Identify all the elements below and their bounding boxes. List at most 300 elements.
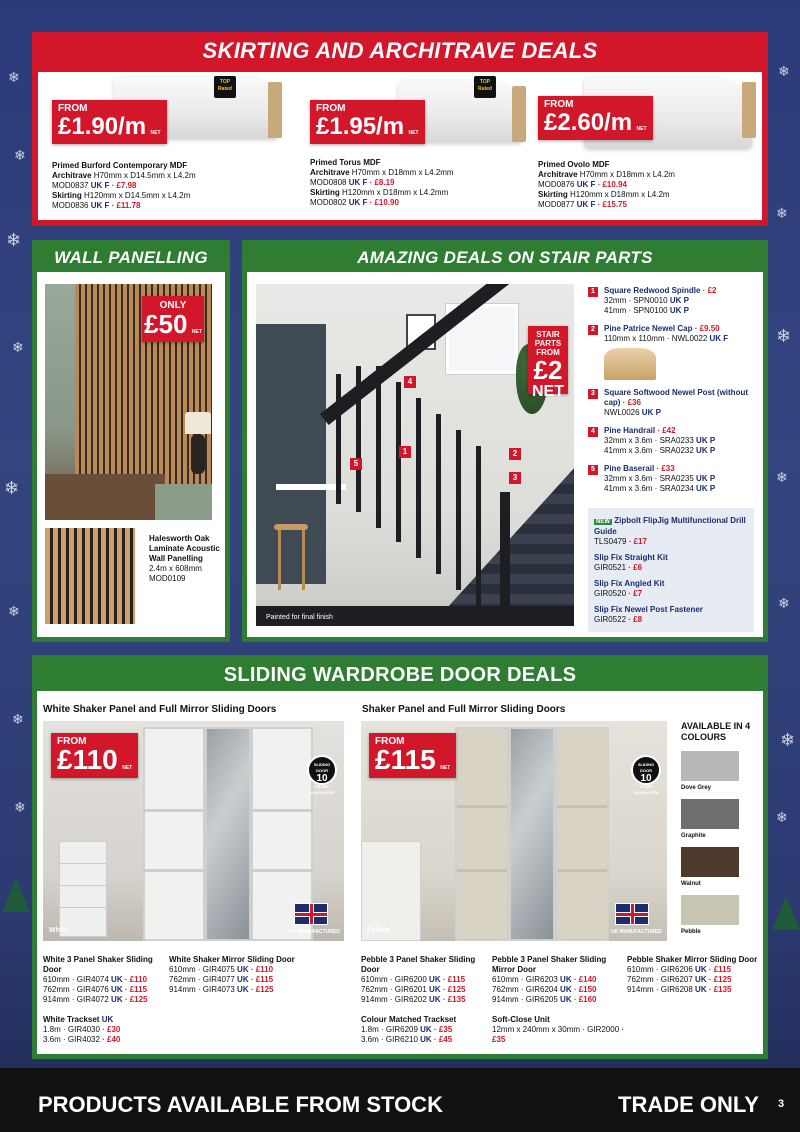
product-line: 610mm · GIR6200 <box>361 975 427 984</box>
product-line: 762mm · GIR6201 <box>361 985 427 994</box>
uk-flag-text: UK P <box>667 306 689 315</box>
product-line: 762mm · GIR4076 <box>43 985 109 994</box>
product-line: 762mm · GIR6204 <box>492 985 558 994</box>
snowflake-icon: ❄ <box>8 70 20 86</box>
guarantee-badge <box>631 755 661 795</box>
product-name: Colour Matched Trackset <box>361 1015 457 1024</box>
uk-flag-icon <box>615 903 649 925</box>
spindle-image <box>376 366 381 528</box>
product-line: 762mm · GIR6207 <box>627 975 693 984</box>
fireplace-image <box>361 841 421 941</box>
product-line: 914mm · GIR6208 <box>627 985 693 994</box>
product-column <box>627 955 759 995</box>
snowflake-icon: ❄ <box>778 64 790 80</box>
uk-flag-text: UK P <box>667 296 689 305</box>
price-tag <box>51 733 138 778</box>
product-line: 914mm · GIR6202 <box>361 995 427 1004</box>
stool-leg <box>278 530 281 590</box>
uk-flag-text: UK <box>234 975 249 984</box>
guarantee-years: 10 <box>316 773 328 784</box>
footer-bar <box>0 1068 800 1132</box>
callout-badge: 2 <box>509 448 521 460</box>
painted-note: Painted for final finish <box>266 614 333 621</box>
product-line: 1.8m · GIR6209 <box>361 1025 418 1034</box>
tool-code: GIR0522 <box>594 615 627 624</box>
drawer <box>60 886 106 908</box>
item-price: · £36 <box>620 398 641 407</box>
stair-carpet-image <box>396 444 574 626</box>
snowflake-icon: ❄ <box>14 148 26 164</box>
spindle-image <box>456 430 461 590</box>
tree-icon <box>2 878 30 912</box>
item-line: 110mm x 110mm · NWL0022 <box>604 334 708 343</box>
callout-badge: 1 <box>399 446 411 458</box>
snowflake-icon: ❄ <box>776 470 788 486</box>
product-price: · £115 <box>122 985 148 994</box>
product-code: MOD0109 <box>149 574 186 583</box>
colour-label: Pebble <box>367 927 390 934</box>
side-table-image <box>155 484 212 520</box>
bed-image <box>45 474 165 520</box>
tool-item <box>594 579 748 599</box>
guarantee-years: 10 <box>640 773 652 784</box>
item-number: 3 <box>588 389 598 399</box>
swatch-label: Dove Grey <box>681 785 712 791</box>
snowflake-icon: ❄ <box>776 810 788 826</box>
list-item <box>588 286 758 316</box>
swatch-label: Graphite <box>681 833 706 839</box>
mirror-door-image <box>205 727 251 941</box>
door-image <box>143 727 205 941</box>
skirt-size: H120mm x D18mm x L4.2m <box>567 190 670 199</box>
wall-panelling-title: WALL PANELLING <box>54 248 208 267</box>
stair-parts-title: AMAZING DEALS ON STAIR PARTS <box>357 248 653 267</box>
mirror-door-image <box>509 727 555 941</box>
item-name: Square Redwood Spindle <box>604 286 701 295</box>
uk-flag-text: UK F <box>346 198 368 207</box>
tool-code: GIR0520 <box>594 589 627 598</box>
tool-price: · £6 <box>626 563 643 572</box>
product-price: · £35 <box>492 1025 625 1044</box>
tool-item <box>594 516 748 547</box>
snowflake-icon: ❄ <box>780 730 796 751</box>
product-line: 3.6m · GIR6210 <box>361 1035 418 1044</box>
swatch-label: Walnut <box>681 881 701 887</box>
product-line: 610mm · GIR6206 <box>627 965 693 974</box>
price-tag <box>142 296 204 342</box>
product-line: 762mm · GIR4077 <box>169 975 235 984</box>
door-image <box>555 727 609 941</box>
arch-price: · £8.19 <box>367 178 395 187</box>
drawer <box>60 842 106 864</box>
uk-flag-text: UK F <box>88 201 110 210</box>
door-rail <box>145 809 203 812</box>
product-price: · £150 <box>571 985 597 994</box>
product-price: · £35 <box>431 1025 453 1034</box>
snowflake-icon: ❄ <box>776 326 792 347</box>
stair-parts-list <box>588 286 758 502</box>
skirting-item <box>534 72 758 220</box>
wall-panelling-content <box>37 272 225 637</box>
arch-size: H70mm x D14.5mm x L4.2m <box>91 171 196 180</box>
item-price: · £9.50 <box>692 324 720 333</box>
uk-flag-text: UK <box>417 1035 432 1044</box>
product-name: Primed Burford Contemporary MDF <box>52 161 188 170</box>
uk-flag-text: UK F <box>88 181 110 190</box>
product-line: 3.6m · GIR4032 <box>43 1035 100 1044</box>
uk-flag-text: UK P <box>693 446 716 455</box>
arch-code: MOD0876 <box>538 180 575 189</box>
uk-flag-text: UK <box>108 975 123 984</box>
uk-flag-text: UK <box>557 985 572 994</box>
wardrobe-content <box>37 691 763 1054</box>
tree-icon <box>772 896 800 930</box>
uk-flag-text: UK P <box>693 474 716 483</box>
product-name: White Trackset <box>43 1015 100 1024</box>
skirt-size: H120mm x D18mm x L4.2mm <box>339 188 449 197</box>
tool-name: Slip Fix Newel Post Fastener <box>594 605 703 614</box>
wall-panelling-section <box>32 240 230 642</box>
drawer <box>60 864 106 886</box>
item-line: 41mm · SPN0100 <box>604 306 668 315</box>
door-rail <box>145 869 203 872</box>
product-line: 610mm · GIR6203 <box>492 975 558 984</box>
skirt-price: · £11.78 <box>109 201 141 210</box>
door-rail <box>557 869 607 872</box>
price-net: NET <box>191 329 202 335</box>
staircase-photo <box>256 284 574 626</box>
panel-swatch-image <box>45 528 135 624</box>
colours-heading: AVAILABLE IN 4 COLOURS <box>681 721 751 742</box>
uk-flag-text: UK F <box>346 178 368 187</box>
product-price: · £30 <box>99 1025 121 1034</box>
uk-flag-text: UK F <box>574 180 596 189</box>
colour-label: White <box>49 927 69 934</box>
callout-badge: 3 <box>509 472 521 484</box>
uk-flag-text: UK <box>108 985 123 994</box>
uk-manufactured-label: UK MANUFACTURED <box>611 929 662 935</box>
item-name: Pine Patrice Newel Cap <box>604 324 693 333</box>
door-rail <box>253 869 311 872</box>
price-net: NET <box>150 130 161 136</box>
price-net: NET <box>636 126 647 132</box>
product-column <box>43 955 163 1045</box>
arch-code: MOD0837 <box>52 181 89 190</box>
spindle-image <box>356 366 361 512</box>
spindle-image <box>476 446 481 606</box>
product-price: · £125 <box>440 985 466 994</box>
product-line: 610mm · GIR4074 <box>43 975 109 984</box>
wardrobe-title: SLIDING WARDROBE DOOR DEALS <box>223 664 577 686</box>
uk-flag-text: UK <box>234 985 249 994</box>
tool-item <box>594 553 748 573</box>
newel-cap-image <box>604 348 656 380</box>
skirt-size: H120mm x D14.5mm x L4.2m <box>81 191 191 200</box>
top-rated-badge: TOP Rated <box>474 76 496 98</box>
price-from: FROM <box>316 103 346 114</box>
door-rail <box>457 869 507 872</box>
product-column <box>169 955 299 995</box>
skirt-label: Skirting <box>310 188 340 197</box>
arch-price: · £10.94 <box>595 180 627 189</box>
price-tag <box>528 326 568 400</box>
colour-swatch <box>681 847 739 877</box>
price-from: FROM <box>544 99 574 110</box>
price-from: STAIR PARTS FROM <box>534 330 562 357</box>
uk-flag-text: UK <box>692 985 707 994</box>
uk-manufactured-label: UK MANUFACTURED <box>289 929 340 935</box>
item-line: 32mm · SPN0010 <box>604 296 668 305</box>
product-line: 1.8m · GIR4030 <box>43 1025 100 1034</box>
product-name: Pebble 3 Panel Shaker Sliding Mirror Door <box>492 955 607 974</box>
product-price: · £125 <box>706 975 732 984</box>
product-column <box>361 955 489 1045</box>
arch-code: MOD0808 <box>310 178 347 187</box>
tool-name: Slip Fix Straight Kit <box>594 553 668 562</box>
skirting-details <box>538 160 675 210</box>
product-price: · £110 <box>248 965 274 974</box>
uk-flag-text: UK <box>234 965 249 974</box>
guarantee-bottom: YEARS GUARANTEE <box>309 784 335 795</box>
product-column <box>492 955 626 1045</box>
list-item <box>588 388 758 418</box>
uk-flag-text: UK P <box>693 484 716 493</box>
right-subtitle: Shaker Panel and Full Mirror Sliding Doors <box>362 704 566 715</box>
item-line: 41mm x 3.6m · SRA0234 <box>604 484 694 493</box>
list-item <box>588 426 758 456</box>
product-price: · £135 <box>440 995 466 1004</box>
product-name: Pebble 3 Panel Shaker Sliding Door <box>361 955 476 974</box>
price-net: NET <box>122 765 133 771</box>
uk-flag-icon <box>294 903 328 925</box>
uk-flag-text: UK <box>99 1015 114 1024</box>
product-name: White 3 Panel Shaker Sliding Door <box>43 955 153 974</box>
door-rail <box>557 805 607 808</box>
spindle-image <box>336 374 341 504</box>
item-number: 4 <box>588 427 598 437</box>
guarantee-top: SLIDING DOOR <box>637 762 655 773</box>
product-line: 12mm x 240mm x 30mm · GIR2000 <box>492 1025 620 1034</box>
item-price: · £33 <box>654 464 675 473</box>
product-line: 914mm · GIR4073 <box>169 985 235 994</box>
skirt-code: MOD0836 <box>52 201 89 210</box>
price-amount: £1.90/m <box>58 113 147 140</box>
product-name: Primed Ovolo MDF <box>538 160 610 169</box>
skirting-details <box>52 161 196 211</box>
item-line: 41mm x 3.6m · SRA0232 <box>604 446 694 455</box>
uk-flag-text: UK P <box>639 408 661 417</box>
product-price: · £110 <box>122 975 148 984</box>
page-number: 3 <box>778 1098 785 1110</box>
guarantee-badge <box>307 755 337 795</box>
product-name: Pebble Shaker Mirror Sliding Door <box>627 955 758 964</box>
arch-size: H70mm x D18mm x L4.2mm <box>349 168 454 177</box>
price-tag <box>538 96 653 140</box>
lamp-icon <box>185 412 211 434</box>
price-tag <box>369 733 456 778</box>
item-number: 1 <box>588 287 598 297</box>
item-name: Square Softwood Newel Post (without cap) <box>604 388 748 407</box>
product-price: · £40 <box>99 1035 121 1044</box>
uk-flag-text: UK <box>557 975 572 984</box>
wardrobe-section <box>32 655 768 1059</box>
snowflake-icon: ❄ <box>778 596 790 612</box>
footer-left-text: PRODUCTS AVAILABLE FROM STOCK <box>38 1092 443 1117</box>
uk-flag-text: UK <box>426 985 441 994</box>
tool-price: · £8 <box>626 615 643 624</box>
uk-flag-text: UK <box>426 995 441 1004</box>
tool-price: · £7 <box>626 589 643 598</box>
flag-cross <box>631 904 634 925</box>
tool-price: · £17 <box>626 537 647 546</box>
product-price: · £115 <box>248 975 274 984</box>
colour-swatch <box>681 751 739 781</box>
snowflake-icon: ❄ <box>8 604 20 620</box>
wall-image <box>256 324 326 584</box>
door-rail <box>253 809 311 812</box>
tool-code: TLS0479 <box>594 537 627 546</box>
price-net: NET <box>532 383 564 400</box>
snowflake-icon: ❄ <box>12 340 24 356</box>
skirt-code: MOD0877 <box>538 200 575 209</box>
callout-badge: 5 <box>350 458 362 470</box>
skirting-title: SKIRTING AND ARCHITRAVE DEALS <box>202 38 598 63</box>
skirt-label: Skirting <box>538 190 568 199</box>
price-net: NET <box>440 765 451 771</box>
price-amount: £1.95/m <box>316 113 405 140</box>
item-price: · £2 <box>700 286 717 295</box>
tool-item <box>594 605 748 625</box>
guarantee-bottom: YEARS GUARANTEE <box>633 784 659 795</box>
product-name: Soft-Close Unit <box>492 1015 550 1024</box>
item-line: NWL0026 <box>604 408 640 417</box>
arch-price: · £7.98 <box>109 181 137 190</box>
product-size: 2.4m x 608mm <box>149 564 202 573</box>
skirt-price: · £15.75 <box>595 200 627 209</box>
top-rated-badge: TOP Rated <box>214 76 236 98</box>
snowflake-icon: ❄ <box>12 712 24 728</box>
price-amount: £2.60/m <box>544 109 633 136</box>
arch-size: H70mm x D18mm x L4.2m <box>577 170 675 179</box>
product-price: · £160 <box>571 995 597 1004</box>
skirt-label: Skirting <box>52 191 82 200</box>
colour-options <box>681 721 751 943</box>
price-net: NET <box>408 130 419 136</box>
skirt-price: · £10.90 <box>367 198 399 207</box>
skirting-content <box>38 72 762 220</box>
product-price: · £140 <box>571 975 597 984</box>
uk-flag-text: UK <box>557 995 572 1004</box>
uk-flag-text: UK <box>417 1025 432 1034</box>
flag-cross <box>310 904 313 925</box>
product-line: 914mm · GIR4072 <box>43 995 109 1004</box>
product-name: Halesworth Oak Laminate Acoustic Wall Panelling <box>149 534 220 563</box>
skirting-section <box>32 32 768 226</box>
uk-flag-text: UK F <box>574 200 596 209</box>
lamp-base-image <box>191 434 205 474</box>
product-price: · £45 <box>431 1035 453 1044</box>
stair-parts-content <box>247 272 763 637</box>
stair-tools-box <box>588 508 754 632</box>
arch-label: Architrave <box>538 170 578 179</box>
tool-name: Slip Fix Angled Kit <box>594 579 665 588</box>
price-amount: £2 <box>533 355 563 385</box>
uk-flag-text: UK <box>692 965 707 974</box>
snowflake-icon: ❄ <box>14 800 26 816</box>
tool-name: Zipbolt FlipJig Multifunctional Drill Guide <box>594 516 746 536</box>
callout-badge: 4 <box>404 376 416 388</box>
skirting-details <box>310 158 454 208</box>
spindle-image <box>436 414 441 574</box>
price-only: ONLY <box>159 300 187 311</box>
price-tag <box>310 100 425 144</box>
product-line: 914mm · GIR6205 <box>492 995 558 1004</box>
item-line: 32mm x 3.6m · SRA0235 <box>604 474 694 483</box>
uk-flag-text: UK P <box>693 436 716 445</box>
price-from: FROM <box>58 103 88 114</box>
price-tag <box>52 100 167 144</box>
item-number: 2 <box>588 325 598 335</box>
list-item <box>588 464 758 494</box>
uk-flag-text: UK <box>108 995 123 1004</box>
price-amount: £115 <box>375 744 436 775</box>
arch-label: Architrave <box>310 168 350 177</box>
colour-swatch <box>681 799 739 829</box>
product-price: · £115 <box>706 965 732 974</box>
skirting-item <box>302 72 542 220</box>
product-price: · £125 <box>122 995 148 1004</box>
door-image <box>455 727 509 941</box>
product-line: 610mm · GIR4075 <box>169 965 235 974</box>
chest-of-drawers-image <box>59 841 107 937</box>
colour-swatch <box>681 895 739 925</box>
product-price: · £125 <box>248 985 274 994</box>
tool-code: GIR0521 <box>594 563 627 572</box>
wall-panelling-details <box>149 534 223 584</box>
swatch-label: Pebble <box>681 929 701 935</box>
snowflake-icon: ❄ <box>6 230 22 251</box>
item-name: Pine Baserail <box>604 464 655 473</box>
stool-leg <box>302 530 305 590</box>
new-badge: NEW <box>596 519 610 525</box>
snowflake-icon: ❄ <box>776 206 788 222</box>
product-name: White Shaker Mirror Sliding Door <box>169 955 295 964</box>
product-name: Primed Torus MDF <box>310 158 381 167</box>
stair-parts-section <box>242 240 768 642</box>
price-amount: £50 <box>144 309 188 339</box>
arch-label: Architrave <box>52 171 92 180</box>
skirt-code: MOD0802 <box>310 198 347 207</box>
uk-flag-text: UK <box>692 975 707 984</box>
guarantee-top: SLIDING DOOR <box>313 762 331 773</box>
list-item <box>588 324 758 344</box>
snowflake-icon: ❄ <box>4 478 20 499</box>
left-subtitle: White Shaker Panel and Full Mirror Sliding Doors <box>43 704 277 715</box>
product-price: · £115 <box>440 975 466 984</box>
skirting-item <box>44 72 284 220</box>
footer-right-text: TRADE ONLY <box>618 1092 759 1117</box>
price-from: FROM <box>57 736 87 747</box>
uk-flag-text: UK F <box>707 334 729 343</box>
item-price: · £42 <box>655 426 676 435</box>
item-line: 32mm x 3.6m · SRA0233 <box>604 436 694 445</box>
price-from: FROM <box>375 736 405 747</box>
spindle-image <box>396 382 401 542</box>
item-name: Pine Handrail <box>604 426 656 435</box>
product-price: · £135 <box>706 985 732 994</box>
price-amount: £110 <box>57 744 118 775</box>
item-number: 5 <box>588 465 598 475</box>
